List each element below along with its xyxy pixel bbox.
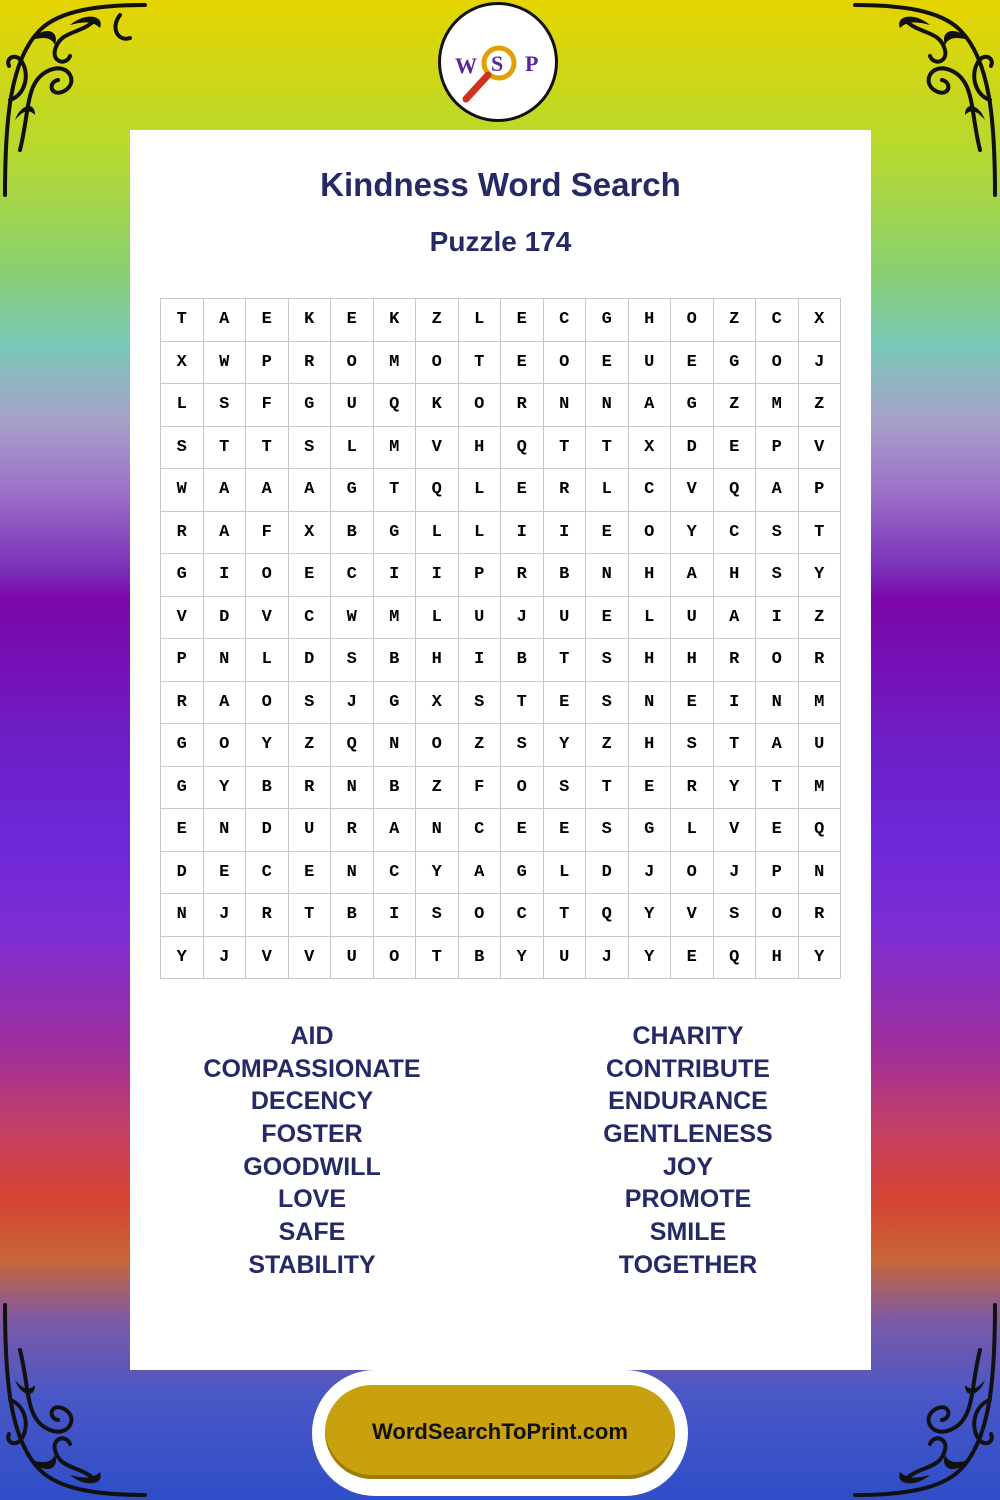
- grid-cell[interactable]: P: [246, 342, 289, 385]
- grid-cell[interactable]: R: [544, 469, 587, 512]
- grid-cell[interactable]: D: [671, 427, 714, 470]
- grid-cell[interactable]: N: [416, 809, 459, 852]
- logo-letter-s: S: [491, 51, 504, 76]
- grid-cell[interactable]: E: [289, 554, 332, 597]
- grid-cell[interactable]: E: [671, 682, 714, 725]
- grid-cell[interactable]: O: [671, 852, 714, 895]
- grid-cell[interactable]: I: [544, 512, 587, 555]
- grid-cell[interactable]: V: [289, 937, 332, 980]
- grid-cell[interactable]: T: [756, 767, 799, 810]
- grid-cell[interactable]: S: [204, 384, 247, 427]
- grid-cell[interactable]: E: [501, 342, 544, 385]
- grid-cell[interactable]: A: [629, 384, 672, 427]
- grid-cell[interactable]: C: [544, 299, 587, 342]
- grid-cell[interactable]: S: [161, 427, 204, 470]
- grid-cell[interactable]: M: [374, 597, 417, 640]
- grid-cell[interactable]: N: [161, 894, 204, 937]
- grid-cell[interactable]: O: [501, 767, 544, 810]
- grid-cell[interactable]: A: [204, 469, 247, 512]
- grid-cell[interactable]: C: [756, 299, 799, 342]
- grid-cell[interactable]: L: [416, 597, 459, 640]
- grid-cell[interactable]: H: [756, 937, 799, 980]
- grid-cell[interactable]: K: [374, 299, 417, 342]
- word-item: GENTLENESS: [603, 1120, 773, 1149]
- grid-cell[interactable]: F: [459, 767, 502, 810]
- grid-cell[interactable]: V: [714, 809, 757, 852]
- page-title: Kindness Word Search: [320, 166, 681, 203]
- grid-cell[interactable]: A: [671, 554, 714, 597]
- word-item: STABILITY: [248, 1250, 376, 1279]
- grid-cell[interactable]: D: [161, 852, 204, 895]
- corner-ornament-icon: [850, 0, 1000, 200]
- grid-cell[interactable]: E: [586, 597, 629, 640]
- grid-cell[interactable]: U: [331, 937, 374, 980]
- grid-cell[interactable]: N: [204, 809, 247, 852]
- grid-cell[interactable]: L: [629, 597, 672, 640]
- word-item: AID: [290, 1022, 334, 1050]
- grid-cell[interactable]: H: [714, 554, 757, 597]
- grid-cell[interactable]: E: [331, 299, 374, 342]
- grid-cell[interactable]: K: [289, 299, 332, 342]
- grid-cell[interactable]: E: [671, 937, 714, 980]
- grid-cell[interactable]: S: [459, 682, 502, 725]
- grid-cell[interactable]: K: [416, 384, 459, 427]
- grid-cell[interactable]: R: [799, 894, 842, 937]
- corner-ornament-icon: [850, 1300, 1000, 1500]
- grid-cell[interactable]: O: [629, 512, 672, 555]
- grid-cell[interactable]: X: [629, 427, 672, 470]
- grid-cell[interactable]: R: [289, 767, 332, 810]
- grid-cell[interactable]: L: [331, 427, 374, 470]
- grid-cell[interactable]: Z: [586, 724, 629, 767]
- grid-cell[interactable]: G: [501, 852, 544, 895]
- grid-cell[interactable]: S: [331, 639, 374, 682]
- grid-cell[interactable]: X: [416, 682, 459, 725]
- grid-cell[interactable]: L: [161, 384, 204, 427]
- grid-cell[interactable]: O: [374, 937, 417, 980]
- grid-cell[interactable]: N: [799, 852, 842, 895]
- grid-cell[interactable]: N: [374, 724, 417, 767]
- grid-cell[interactable]: Y: [671, 512, 714, 555]
- grid-cell[interactable]: M: [799, 767, 842, 810]
- grid-cell[interactable]: M: [374, 427, 417, 470]
- grid-cell[interactable]: N: [331, 767, 374, 810]
- grid-cell[interactable]: V: [671, 469, 714, 512]
- grid-cell[interactable]: W: [331, 597, 374, 640]
- grid-cell[interactable]: E: [586, 342, 629, 385]
- grid-cell[interactable]: X: [799, 299, 842, 342]
- grid-cell[interactable]: Z: [416, 767, 459, 810]
- word-item: LOVE: [277, 1185, 347, 1214]
- grid-cell[interactable]: Q: [501, 427, 544, 470]
- grid-cell[interactable]: T: [544, 639, 587, 682]
- grid-cell[interactable]: E: [714, 427, 757, 470]
- grid-cell[interactable]: G: [671, 384, 714, 427]
- grid-cell[interactable]: S: [289, 427, 332, 470]
- grid-cell[interactable]: C: [459, 809, 502, 852]
- grid-cell[interactable]: O: [671, 299, 714, 342]
- grid-cell[interactable]: E: [671, 342, 714, 385]
- grid-cell[interactable]: S: [544, 767, 587, 810]
- grid-cell[interactable]: Y: [204, 767, 247, 810]
- grid-cell[interactable]: V: [671, 894, 714, 937]
- grid-cell[interactable]: S: [756, 512, 799, 555]
- grid-cell[interactable]: D: [246, 809, 289, 852]
- grid-cell[interactable]: A: [246, 469, 289, 512]
- grid-cell[interactable]: P: [799, 469, 842, 512]
- grid-cell[interactable]: S: [586, 682, 629, 725]
- grid-cell[interactable]: R: [246, 894, 289, 937]
- word-item: SMILE: [649, 1218, 727, 1247]
- grid-cell[interactable]: A: [756, 469, 799, 512]
- grid-cell[interactable]: U: [544, 597, 587, 640]
- word-item: TOGETHER: [618, 1250, 758, 1279]
- word-list-right: [548, 1020, 828, 1282]
- grid-cell[interactable]: R: [799, 639, 842, 682]
- grid-cell[interactable]: G: [586, 299, 629, 342]
- word-item: GOODWILL: [243, 1152, 381, 1181]
- site-link-button[interactable]: WordSearchToPrint.com: [325, 1385, 675, 1479]
- grid-cell[interactable]: R: [501, 554, 544, 597]
- word-item: COMPASSIONATE: [203, 1054, 421, 1083]
- grid-cell[interactable]: O: [416, 342, 459, 385]
- grid-cell[interactable]: Q: [799, 809, 842, 852]
- grid-cell[interactable]: O: [544, 342, 587, 385]
- grid-cell[interactable]: J: [714, 852, 757, 895]
- grid-cell[interactable]: B: [501, 639, 544, 682]
- grid-cell[interactable]: F: [246, 512, 289, 555]
- word-item: CONTRIBUTE: [606, 1054, 770, 1083]
- grid-cell[interactable]: O: [756, 342, 799, 385]
- corner-ornament-icon: [0, 0, 150, 200]
- logo-letter-p: P: [525, 51, 539, 76]
- grid-cell[interactable]: G: [289, 384, 332, 427]
- grid-cell[interactable]: E: [544, 809, 587, 852]
- grid-cell[interactable]: N: [586, 384, 629, 427]
- grid-cell[interactable]: C: [246, 852, 289, 895]
- grid-cell[interactable]: Y: [416, 852, 459, 895]
- word-item: DECENCY: [250, 1087, 374, 1116]
- grid-cell[interactable]: X: [161, 342, 204, 385]
- grid-cell[interactable]: S: [586, 639, 629, 682]
- grid-cell[interactable]: C: [331, 554, 374, 597]
- grid-cell[interactable]: P: [459, 554, 502, 597]
- grid-cell[interactable]: C: [374, 852, 417, 895]
- grid-cell[interactable]: O: [459, 384, 502, 427]
- grid-cell[interactable]: E: [629, 767, 672, 810]
- grid-cell[interactable]: H: [629, 724, 672, 767]
- grid-cell[interactable]: S: [289, 682, 332, 725]
- grid-cell[interactable]: H: [629, 554, 672, 597]
- grid-cell[interactable]: D: [204, 597, 247, 640]
- grid-cell[interactable]: T: [416, 937, 459, 980]
- grid-cell[interactable]: I: [374, 894, 417, 937]
- grid-cell[interactable]: O: [459, 894, 502, 937]
- grid-cell[interactable]: R: [289, 342, 332, 385]
- grid-cell[interactable]: C: [629, 469, 672, 512]
- grid-cell[interactable]: Z: [416, 299, 459, 342]
- grid-cell[interactable]: O: [416, 724, 459, 767]
- grid-cell[interactable]: U: [544, 937, 587, 980]
- grid-cell[interactable]: E: [204, 852, 247, 895]
- grid-cell[interactable]: G: [714, 342, 757, 385]
- grid-cell[interactable]: T: [289, 894, 332, 937]
- grid-cell[interactable]: E: [289, 852, 332, 895]
- grid-cell[interactable]: O: [756, 894, 799, 937]
- grid-cell[interactable]: Z: [714, 384, 757, 427]
- grid-cell[interactable]: L: [459, 469, 502, 512]
- grid-cell[interactable]: L: [246, 639, 289, 682]
- grid-cell[interactable]: V: [799, 427, 842, 470]
- grid-cell[interactable]: D: [289, 639, 332, 682]
- grid-cell[interactable]: U: [331, 384, 374, 427]
- grid-cell[interactable]: T: [501, 682, 544, 725]
- grid-cell[interactable]: R: [714, 639, 757, 682]
- grid-cell[interactable]: A: [756, 724, 799, 767]
- word-item: ENDURANCE: [608, 1087, 768, 1116]
- grid-cell[interactable]: U: [671, 597, 714, 640]
- grid-cell[interactable]: E: [544, 682, 587, 725]
- grid-cell[interactable]: A: [204, 299, 247, 342]
- grid-cell[interactable]: L: [416, 512, 459, 555]
- grid-cell[interactable]: E: [161, 809, 204, 852]
- grid-cell[interactable]: A: [204, 512, 247, 555]
- grid-cell[interactable]: Z: [799, 384, 842, 427]
- logo-letter-w: W: [455, 53, 477, 78]
- grid-cell[interactable]: Y: [714, 767, 757, 810]
- grid-cell[interactable]: G: [374, 682, 417, 725]
- corner-ornament-icon: [0, 1300, 150, 1500]
- grid-cell[interactable]: Q: [586, 894, 629, 937]
- grid-cell[interactable]: B: [544, 554, 587, 597]
- grid-cell[interactable]: H: [629, 299, 672, 342]
- grid-cell[interactable]: L: [586, 469, 629, 512]
- grid-cell[interactable]: J: [501, 597, 544, 640]
- puzzle-card: [130, 130, 871, 1370]
- grid-cell[interactable]: T: [714, 724, 757, 767]
- grid-cell[interactable]: Q: [374, 384, 417, 427]
- grid-cell[interactable]: Y: [629, 937, 672, 980]
- grid-cell[interactable]: C: [714, 512, 757, 555]
- grid-cell[interactable]: G: [161, 724, 204, 767]
- grid-cell[interactable]: R: [161, 512, 204, 555]
- grid-cell[interactable]: T: [246, 427, 289, 470]
- grid-cell[interactable]: I: [374, 554, 417, 597]
- grid-cell[interactable]: E: [501, 809, 544, 852]
- grid-cell[interactable]: Y: [799, 554, 842, 597]
- grid-cell[interactable]: Z: [289, 724, 332, 767]
- grid-cell[interactable]: B: [331, 512, 374, 555]
- grid-cell[interactable]: U: [459, 597, 502, 640]
- grid-cell[interactable]: P: [756, 852, 799, 895]
- grid-cell[interactable]: C: [289, 597, 332, 640]
- grid-cell[interactable]: V: [416, 427, 459, 470]
- grid-cell[interactable]: O: [204, 724, 247, 767]
- grid-cell[interactable]: N: [586, 554, 629, 597]
- grid-cell[interactable]: S: [586, 809, 629, 852]
- grid-cell[interactable]: J: [204, 937, 247, 980]
- grid-cell[interactable]: W: [204, 342, 247, 385]
- grid-cell[interactable]: S: [756, 554, 799, 597]
- grid-cell[interactable]: S: [416, 894, 459, 937]
- grid-cell[interactable]: U: [799, 724, 842, 767]
- grid-cell[interactable]: S: [501, 724, 544, 767]
- grid-cell[interactable]: R: [671, 767, 714, 810]
- grid-cell[interactable]: V: [246, 597, 289, 640]
- grid-cell[interactable]: A: [714, 597, 757, 640]
- grid-cell[interactable]: A: [459, 852, 502, 895]
- grid-cell[interactable]: H: [671, 639, 714, 682]
- grid-cell[interactable]: O: [246, 554, 289, 597]
- grid-cell[interactable]: O: [756, 639, 799, 682]
- grid-cell[interactable]: Q: [331, 724, 374, 767]
- grid-cell[interactable]: T: [586, 427, 629, 470]
- grid-cell[interactable]: C: [501, 894, 544, 937]
- grid-cell[interactable]: P: [161, 639, 204, 682]
- grid-cell[interactable]: Q: [714, 469, 757, 512]
- grid-cell[interactable]: Z: [799, 597, 842, 640]
- grid-cell[interactable]: M: [756, 384, 799, 427]
- grid-cell[interactable]: Y: [161, 937, 204, 980]
- word-item: SAFE: [278, 1218, 346, 1247]
- wsp-logo[interactable]: [438, 2, 558, 122]
- grid-cell[interactable]: E: [501, 299, 544, 342]
- grid-cell[interactable]: A: [204, 682, 247, 725]
- grid-cell[interactable]: Y: [544, 724, 587, 767]
- grid-cell[interactable]: T: [544, 894, 587, 937]
- grid-cell[interactable]: P: [756, 427, 799, 470]
- grid-cell[interactable]: Y: [501, 937, 544, 980]
- grid-cell[interactable]: M: [374, 342, 417, 385]
- grid-cell[interactable]: Y: [246, 724, 289, 767]
- grid-cell[interactable]: B: [374, 767, 417, 810]
- grid-cell[interactable]: L: [671, 809, 714, 852]
- grid-cell[interactable]: N: [544, 384, 587, 427]
- grid-cell[interactable]: F: [246, 384, 289, 427]
- grid-cell[interactable]: H: [416, 639, 459, 682]
- grid-cell[interactable]: Q: [416, 469, 459, 512]
- word-item: FOSTER: [261, 1120, 363, 1149]
- grid-cell[interactable]: M: [799, 682, 842, 725]
- grid-cell[interactable]: I: [714, 682, 757, 725]
- grid-cell[interactable]: G: [161, 554, 204, 597]
- grid-cell[interactable]: R: [331, 809, 374, 852]
- grid-cell[interactable]: T: [204, 427, 247, 470]
- grid-cell[interactable]: S: [714, 894, 757, 937]
- grid-cell[interactable]: U: [289, 809, 332, 852]
- grid-cell[interactable]: T: [459, 342, 502, 385]
- grid-cell[interactable]: L: [544, 852, 587, 895]
- grid-cell[interactable]: N: [629, 682, 672, 725]
- grid-cell[interactable]: I: [204, 554, 247, 597]
- word-item: PROMOTE: [624, 1185, 752, 1214]
- grid-cell[interactable]: A: [374, 809, 417, 852]
- grid-cell[interactable]: G: [331, 469, 374, 512]
- grid-cell[interactable]: Z: [459, 724, 502, 767]
- grid-cell[interactable]: B: [246, 767, 289, 810]
- grid-cell[interactable]: L: [459, 512, 502, 555]
- grid-cell[interactable]: G: [374, 512, 417, 555]
- grid-cell[interactable]: Y: [629, 894, 672, 937]
- grid-cell[interactable]: W: [161, 469, 204, 512]
- puzzle-number: Puzzle 174: [429, 226, 572, 257]
- grid-cell[interactable]: H: [629, 639, 672, 682]
- grid-cell[interactable]: T: [544, 427, 587, 470]
- grid-cell[interactable]: S: [671, 724, 714, 767]
- grid-cell[interactable]: J: [799, 342, 842, 385]
- grid-cell[interactable]: U: [629, 342, 672, 385]
- grid-cell[interactable]: J: [629, 852, 672, 895]
- grid-cell[interactable]: T: [374, 469, 417, 512]
- grid-cell[interactable]: J: [586, 937, 629, 980]
- grid-cell[interactable]: H: [459, 427, 502, 470]
- grid-cell[interactable]: Q: [714, 937, 757, 980]
- grid-cell[interactable]: J: [204, 894, 247, 937]
- grid-cell[interactable]: I: [459, 639, 502, 682]
- grid-cell[interactable]: R: [161, 682, 204, 725]
- grid-cell[interactable]: E: [501, 469, 544, 512]
- grid-cell[interactable]: I: [756, 597, 799, 640]
- grid-cell[interactable]: V: [246, 937, 289, 980]
- grid-cell[interactable]: O: [331, 342, 374, 385]
- grid-cell[interactable]: T: [586, 767, 629, 810]
- grid-cell[interactable]: G: [161, 767, 204, 810]
- grid-cell[interactable]: Y: [799, 937, 842, 980]
- grid-cell[interactable]: T: [799, 512, 842, 555]
- grid-cell[interactable]: R: [501, 384, 544, 427]
- grid-cell[interactable]: E: [586, 512, 629, 555]
- grid-cell[interactable]: E: [246, 299, 289, 342]
- grid-cell[interactable]: O: [246, 682, 289, 725]
- grid-cell[interactable]: L: [459, 299, 502, 342]
- grid-cell[interactable]: V: [161, 597, 204, 640]
- grid-cell[interactable]: T: [161, 299, 204, 342]
- grid-cell[interactable]: N: [331, 852, 374, 895]
- word-list-left: [172, 1020, 452, 1282]
- grid-cell[interactable]: J: [331, 682, 374, 725]
- grid-cell[interactable]: A: [289, 469, 332, 512]
- grid-cell[interactable]: X: [289, 512, 332, 555]
- grid-cell[interactable]: N: [756, 682, 799, 725]
- grid-cell[interactable]: D: [586, 852, 629, 895]
- letter-grid: [160, 298, 841, 979]
- grid-cell[interactable]: B: [459, 937, 502, 980]
- grid-cell[interactable]: B: [374, 639, 417, 682]
- grid-cell[interactable]: E: [756, 809, 799, 852]
- grid-cell[interactable]: B: [331, 894, 374, 937]
- grid-cell[interactable]: Z: [714, 299, 757, 342]
- grid-cell[interactable]: I: [501, 512, 544, 555]
- grid-cell[interactable]: G: [629, 809, 672, 852]
- grid-cell[interactable]: I: [416, 554, 459, 597]
- word-item: JOY: [662, 1152, 714, 1181]
- word-item: CHARITY: [632, 1022, 744, 1050]
- grid-cell[interactable]: N: [204, 639, 247, 682]
